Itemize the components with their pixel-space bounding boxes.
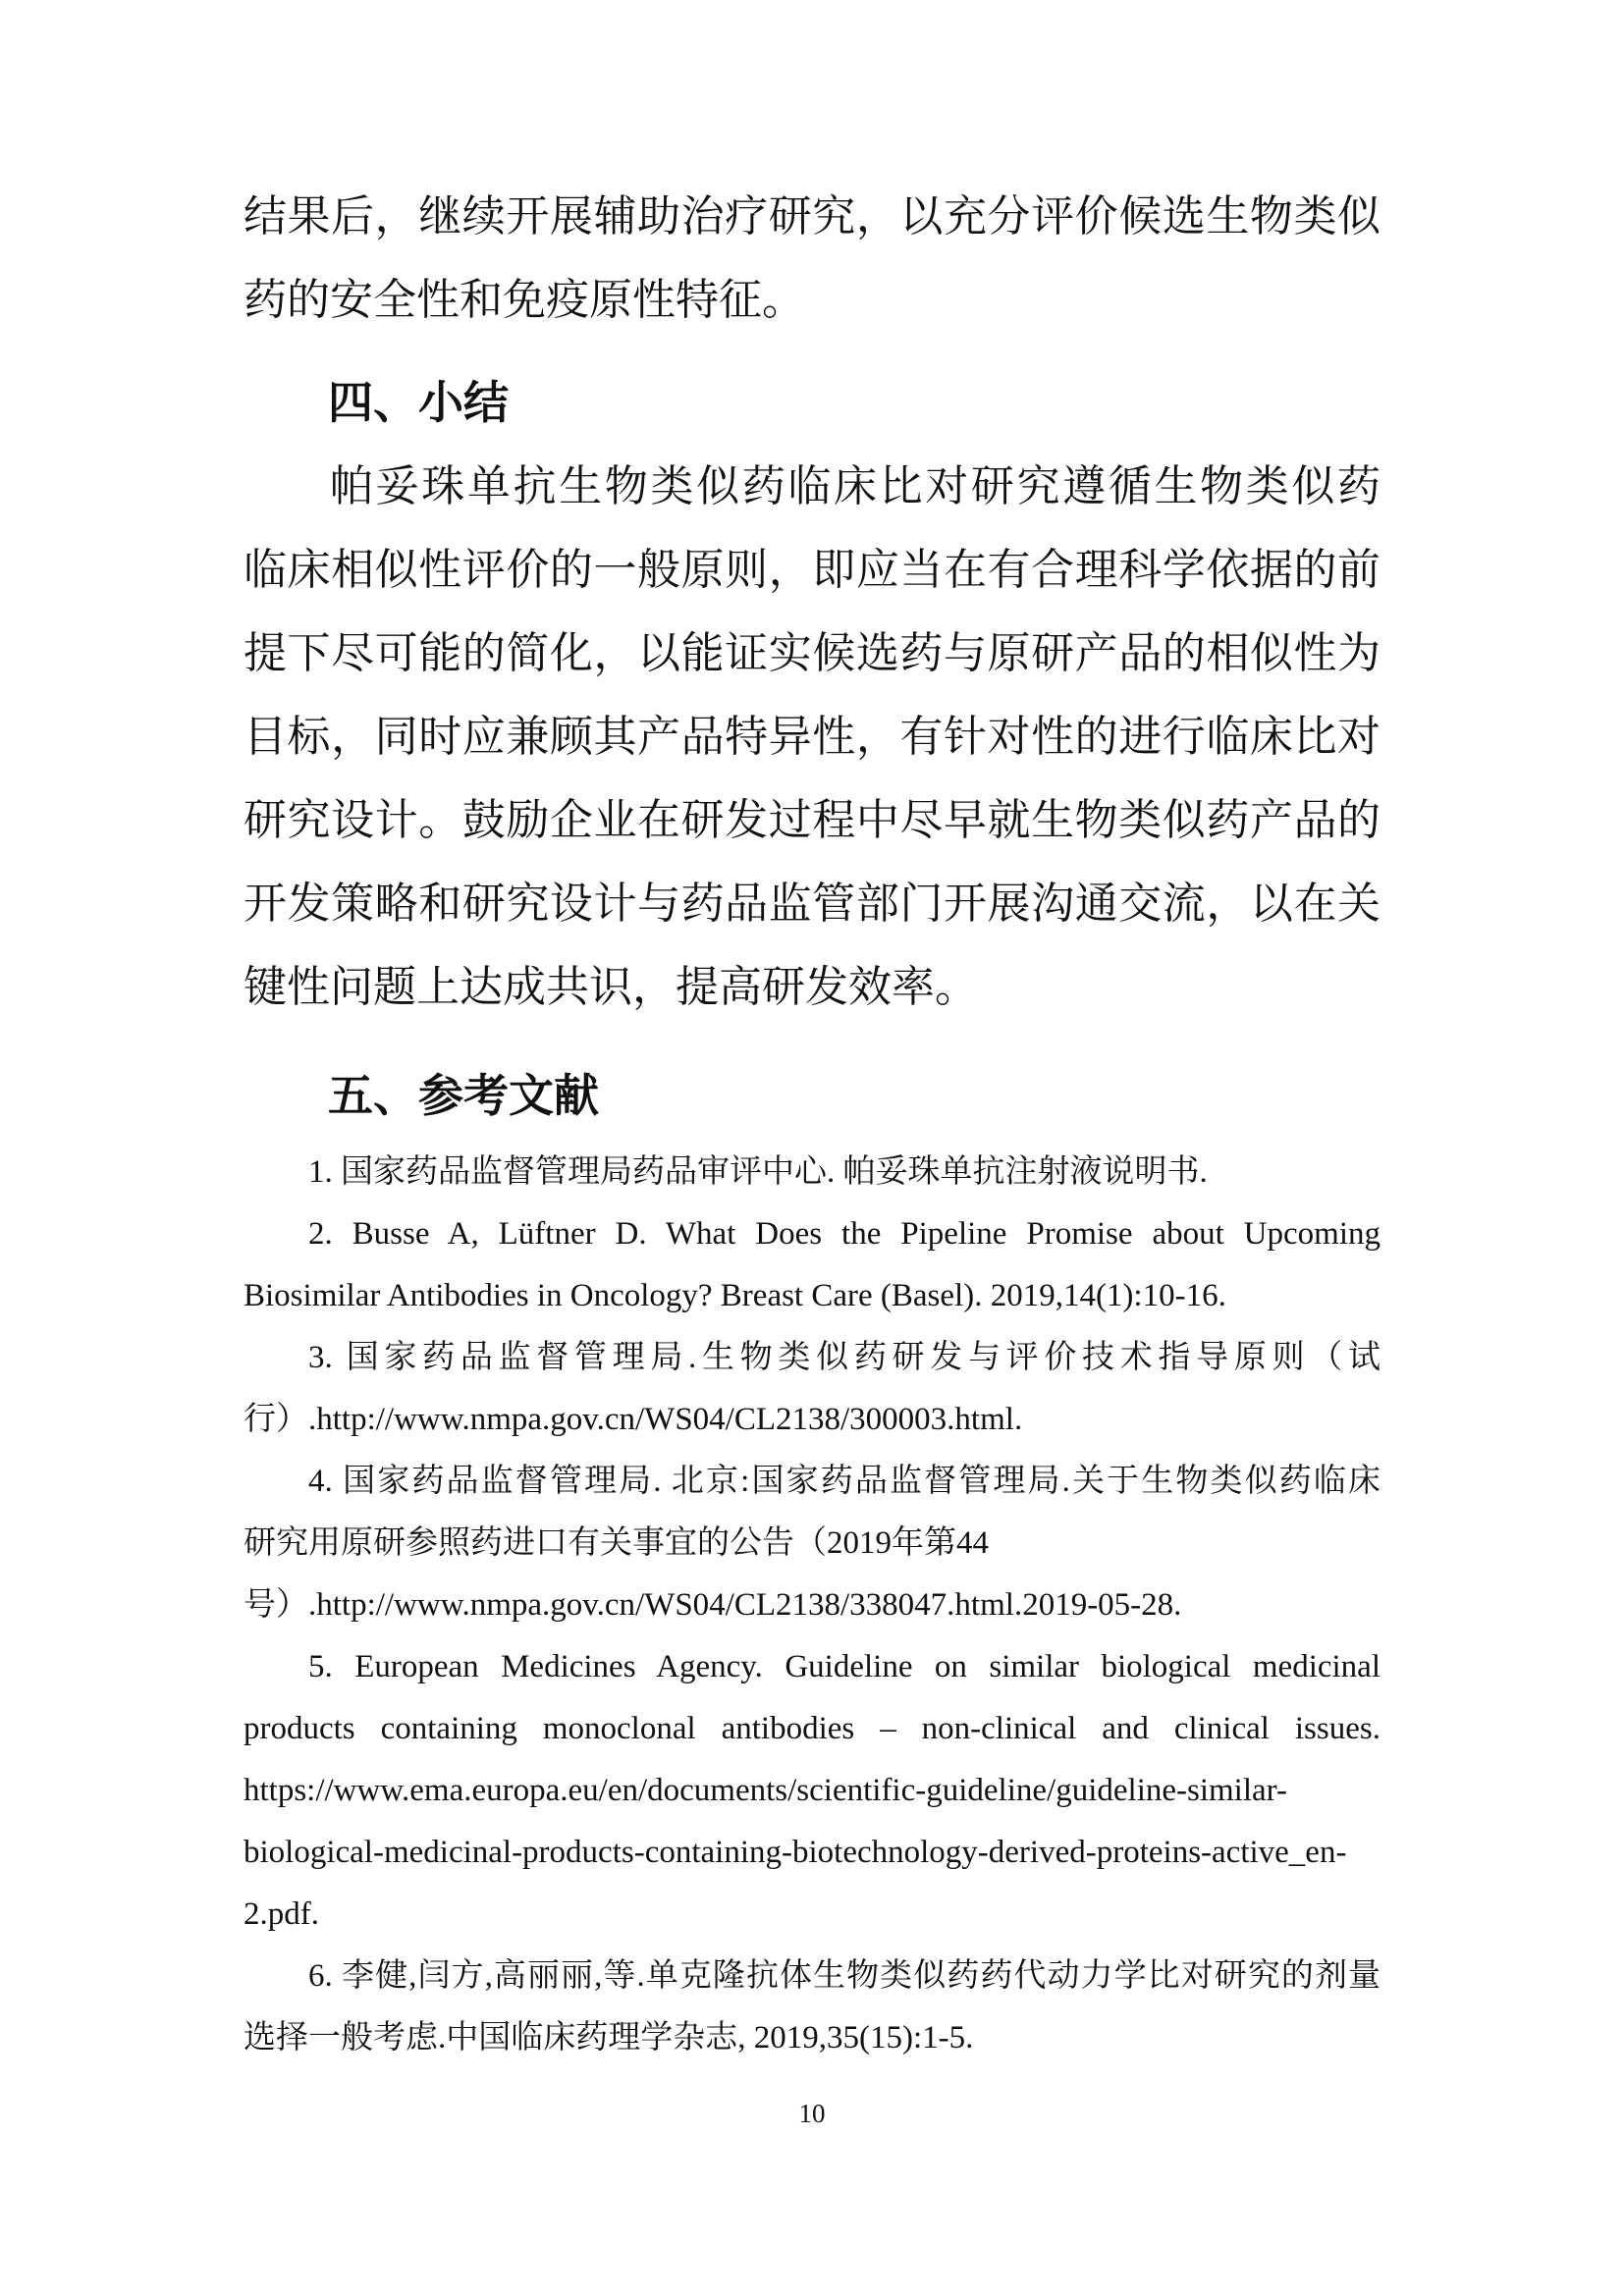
body-line: 临床相似性评价的一般原则，即应当在有合理科学依据的前 [244, 546, 1380, 594]
references-list [244, 1142, 1380, 2069]
reference-line: 2. Busse A, Lüftner D. What Does the Pipeline Promise about Upcoming [308, 1216, 1380, 1252]
reference-line: 号）.http://www.nmpa.gov.cn/WS04/CL2138/338047.html.2019-05-28. [244, 1587, 1182, 1623]
body-line: 研究设计。鼓励企业在研发过程中尽早就生物类似药产品的 [244, 796, 1380, 844]
reference-line: 3. 国家药品监督管理局.生物类似药研发与评价技术指导原则（试 [308, 1340, 1380, 1375]
reference-item [244, 1142, 1380, 1203]
reference-line: Biosimilar Antibodies in Oncology? Breast Care (Basel). 2019,14(1):10-16. [244, 1278, 1226, 1313]
body-line: 提下尽可能的简化，以能证实候选药与原研产品的相似性为 [244, 629, 1380, 677]
reference-line: 选择一般考虑.中国临床药理学杂志, 2019,35(15):1-5. [244, 2020, 974, 2056]
reference-line: 5. European Medicines Agency. Guideline on similar biological medicinal [308, 1649, 1380, 1684]
reference-line: 行）.http://www.nmpa.gov.cn/WS04/CL2138/300003.html. [244, 1402, 1023, 1437]
page-footer [244, 2097, 1380, 2130]
body-line: 开发策略和研究设计与药品监管部门开展沟通交流，以在关 [244, 880, 1380, 928]
reference-item [244, 1946, 1380, 2069]
section5-heading: 五、参考文献 [328, 1070, 599, 1121]
reference-line: https://www.ema.europa.eu/en/documents/scientific-guideline/guideline-similar- [244, 1773, 1287, 1808]
reference-line: 1. 国家药品监督管理局药品审评中心. 帕妥珠单抗注射液说明书. [308, 1154, 1208, 1190]
body-line: 药的安全性和免疫原性特征。 [244, 276, 805, 324]
reference-line: 4. 国家药品监督管理局. 北京:国家药品监督管理局.关于生物类似药临床 [308, 1464, 1380, 1499]
page-number: 10 [798, 2099, 826, 2128]
intro-continuation-paragraph [244, 175, 1380, 342]
reference-line: 6. 李健,闫方,高丽丽,等.单克隆抗体生物类似药药代动力学比对研究的剂量 [308, 1958, 1380, 1994]
reference-line: biological-medicinal-products-containing-biotechnology-derived-proteins-active_en- [244, 1835, 1347, 1870]
reference-line: 研究用原研参照药进口有关事宜的公告（2019年第44 [244, 1525, 989, 1561]
body-line: 帕妥珠单抗生物类似药临床比对研究遵循生物类似药 [330, 462, 1380, 510]
reference-item [244, 1327, 1380, 1451]
reference-item [244, 1636, 1380, 1946]
reference-item [244, 1451, 1380, 1636]
reference-line: 2.pdf. [244, 1896, 319, 1932]
section4-heading: 四、小结 [328, 377, 509, 428]
section4-paragraph [244, 445, 1380, 1029]
body-line: 结果后，继续开展辅助治疗研究，以充分评价候选生物类似 [244, 192, 1380, 240]
body-line: 键性问题上达成共识，提高研发效率。 [244, 963, 978, 1011]
reference-line: products containing monoclonal antibodies – non-clinical and clinical issues. [244, 1711, 1380, 1746]
body-line: 目标，同时应兼顾其产品特异性，有针对性的进行临床比对 [244, 713, 1380, 761]
reference-item [244, 1203, 1380, 1327]
